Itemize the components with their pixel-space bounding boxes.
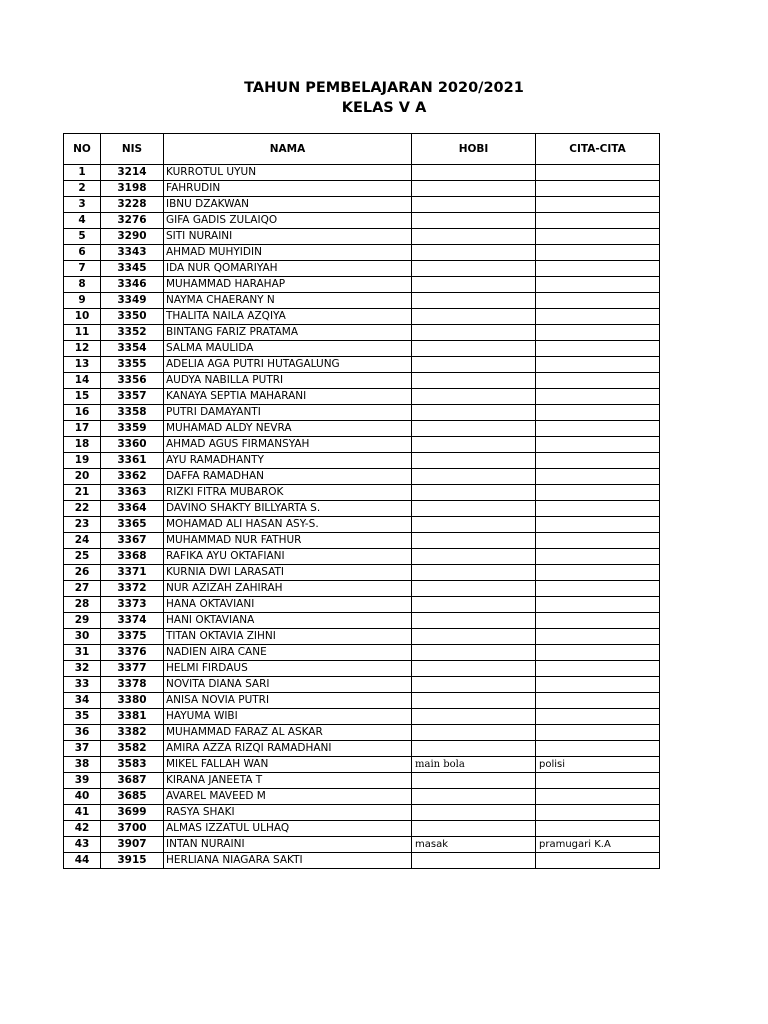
cell-nis: 3368 [101,549,164,565]
cell-cita-cita [536,533,660,549]
table-row [64,789,660,805]
cell-cita-cita [536,165,660,181]
cell-hobi [412,629,536,645]
cell-nama: IBNU DZAKWAN [164,197,412,213]
cell-hobi [412,853,536,869]
cell-nama: HAYUMA WIBI [164,709,412,725]
cell-no: 21 [64,485,101,501]
cell-nama: AMIRA AZZA RIZQI RAMADHANI [164,741,412,757]
cell-cita-cita [536,629,660,645]
table-row [64,245,660,261]
cell-cita-cita [536,725,660,741]
cell-cita-cita [536,325,660,341]
cell-no: 10 [64,309,101,325]
table-row [64,501,660,517]
table-row [64,677,660,693]
cell-no: 17 [64,421,101,437]
cell-no: 26 [64,565,101,581]
table-row [64,517,660,533]
cell-hobi [412,293,536,309]
cell-cita-cita [536,485,660,501]
cell-hobi [412,517,536,533]
cell-cita-cita [536,645,660,661]
cell-nis: 3907 [101,837,164,853]
table-row [64,549,660,565]
table-row [64,837,660,853]
table-row [64,581,660,597]
table-row [64,325,660,341]
cell-no: 41 [64,805,101,821]
cell-cita-cita [536,773,660,789]
cell-hobi [412,821,536,837]
cell-hobi [412,773,536,789]
cell-cita-cita: polisi [536,757,660,773]
cell-hobi [412,469,536,485]
header-nis: NIS [101,134,164,165]
cell-cita-cita [536,181,660,197]
cell-nis: 3228 [101,197,164,213]
table-row [64,437,660,453]
cell-nama: KANAYA SEPTIA MAHARANI [164,389,412,405]
cell-nama: SALMA MAULIDA [164,341,412,357]
cell-no: 24 [64,533,101,549]
cell-cita-cita [536,597,660,613]
cell-nama: DAVINO SHAKTY BILLYARTA S. [164,501,412,517]
cell-nama: HELMI FIRDAUS [164,661,412,677]
table-row [64,293,660,309]
table-row [64,213,660,229]
cell-hobi [412,373,536,389]
cell-no: 2 [64,181,101,197]
cell-no: 32 [64,661,101,677]
cell-hobi [412,613,536,629]
cell-no: 35 [64,709,101,725]
cell-nis: 3373 [101,597,164,613]
cell-nis: 3687 [101,773,164,789]
cell-nis: 3343 [101,245,164,261]
cell-cita-cita [536,373,660,389]
cell-hobi [412,661,536,677]
cell-cita-cita [536,469,660,485]
cell-nis: 3700 [101,821,164,837]
cell-hobi [412,261,536,277]
cell-no: 30 [64,629,101,645]
cell-cita-cita [536,437,660,453]
cell-nis: 3583 [101,757,164,773]
cell-nama: RAFIKA AYU OKTAFIANI [164,549,412,565]
cell-nama: NAYMA CHAERANY N [164,293,412,309]
cell-nama: BINTANG FARIZ PRATAMA [164,325,412,341]
table-row [64,645,660,661]
cell-no: 44 [64,853,101,869]
table-row [64,357,660,373]
cell-hobi [412,677,536,693]
cell-hobi [412,533,536,549]
table-row [64,741,660,757]
table-row [64,757,660,773]
table-row [64,405,660,421]
table-row [64,229,660,245]
table-row [64,725,660,741]
header-cita-cita: CITA-CITA [536,134,660,165]
table-row [64,453,660,469]
cell-no: 15 [64,389,101,405]
cell-nis: 3360 [101,437,164,453]
cell-nis: 3357 [101,389,164,405]
table-row [64,533,660,549]
cell-no: 34 [64,693,101,709]
table-row [64,341,660,357]
table-row [64,565,660,581]
table-row [64,805,660,821]
cell-cita-cita [536,661,660,677]
cell-nis: 3214 [101,165,164,181]
cell-nama: IDA NUR QOMARIYAH [164,261,412,277]
cell-no: 4 [64,213,101,229]
cell-no: 40 [64,789,101,805]
table-row [64,309,660,325]
cell-nis: 3365 [101,517,164,533]
cell-cita-cita [536,229,660,245]
cell-hobi [412,789,536,805]
table-row [64,197,660,213]
cell-nama: HANA OKTAVIANI [164,597,412,613]
cell-no: 31 [64,645,101,661]
document-title-block [0,78,768,118]
cell-hobi [412,485,536,501]
cell-nama: MOHAMAD ALI HASAN ASY-S. [164,517,412,533]
cell-nis: 3361 [101,453,164,469]
cell-cita-cita [536,261,660,277]
cell-hobi [412,581,536,597]
cell-nis: 3363 [101,485,164,501]
table-row [64,165,660,181]
cell-hobi [412,709,536,725]
cell-cita-cita: pramugari K.A [536,837,660,853]
cell-nis: 3915 [101,853,164,869]
cell-nama: THALITA NAILA AZQIYA [164,309,412,325]
cell-hobi [412,693,536,709]
cell-cita-cita [536,245,660,261]
cell-nis: 3354 [101,341,164,357]
cell-hobi [412,325,536,341]
cell-nama: AUDYA NABILLA PUTRI [164,373,412,389]
cell-no: 43 [64,837,101,853]
cell-cita-cita [536,613,660,629]
cell-hobi [412,645,536,661]
table-row [64,709,660,725]
cell-nis: 3352 [101,325,164,341]
cell-cita-cita [536,501,660,517]
cell-hobi: masak [412,837,536,853]
cell-nis: 3371 [101,565,164,581]
cell-nis: 3198 [101,181,164,197]
cell-cita-cita [536,197,660,213]
cell-no: 14 [64,373,101,389]
cell-no: 8 [64,277,101,293]
table-row [64,629,660,645]
cell-hobi [412,405,536,421]
cell-nis: 3375 [101,629,164,645]
cell-hobi [412,437,536,453]
cell-hobi [412,389,536,405]
cell-nama: ANISA NOVIA PUTRI [164,693,412,709]
cell-hobi: main bola [412,757,536,773]
cell-nama: MUHAMMAD FARAZ AL ASKAR [164,725,412,741]
cell-nama: HERLIANA NIAGARA SAKTI [164,853,412,869]
cell-nama: MIKEL FALLAH WAN [164,757,412,773]
cell-cita-cita [536,741,660,757]
cell-hobi [412,421,536,437]
table-row [64,421,660,437]
cell-nama: MUHAMAD ALDY NEVRA [164,421,412,437]
cell-no: 3 [64,197,101,213]
cell-nis: 3367 [101,533,164,549]
cell-no: 27 [64,581,101,597]
cell-nama: RASYA SHAKI [164,805,412,821]
cell-no: 7 [64,261,101,277]
cell-nis: 3349 [101,293,164,309]
cell-nis: 3582 [101,741,164,757]
cell-hobi [412,229,536,245]
cell-nama: MUHAMMAD HARAHAP [164,277,412,293]
cell-no: 29 [64,613,101,629]
cell-cita-cita [536,453,660,469]
cell-nis: 3372 [101,581,164,597]
cell-nis: 3359 [101,421,164,437]
cell-cita-cita [536,821,660,837]
cell-nama: MUHAMMAD NUR FATHUR [164,533,412,549]
cell-nama: RIZKI FITRA MUBAROK [164,485,412,501]
cell-nama: ALMAS IZZATUL ULHAQ [164,821,412,837]
table-row [64,181,660,197]
title-class: KELAS V A [341,100,427,116]
title-year: TAHUN PEMBELAJARAN 2020/2021 [244,80,524,96]
cell-cita-cita [536,389,660,405]
cell-no: 22 [64,501,101,517]
cell-nis: 3380 [101,693,164,709]
student-table [63,133,660,869]
cell-nama: SITI NURAINI [164,229,412,245]
table-row [64,661,660,677]
cell-cita-cita [536,581,660,597]
cell-hobi [412,341,536,357]
cell-no: 33 [64,677,101,693]
cell-cita-cita [536,709,660,725]
cell-cita-cita [536,565,660,581]
table-row [64,373,660,389]
cell-hobi [412,453,536,469]
cell-nis: 3376 [101,645,164,661]
cell-hobi [412,197,536,213]
cell-hobi [412,309,536,325]
cell-no: 25 [64,549,101,565]
cell-no: 11 [64,325,101,341]
table-row [64,821,660,837]
cell-nama: ADELIA AGA PUTRI HUTAGALUNG [164,357,412,373]
cell-nama: AYU RAMADHANTY [164,453,412,469]
cell-hobi [412,213,536,229]
cell-cita-cita [536,213,660,229]
cell-nama: AVAREL MAVEED M [164,789,412,805]
cell-cita-cita [536,309,660,325]
cell-hobi [412,181,536,197]
cell-no: 28 [64,597,101,613]
cell-hobi [412,565,536,581]
cell-nama: NUR AZIZAH ZAHIRAH [164,581,412,597]
cell-nama: KIRANA JANEETA T [164,773,412,789]
table-row [64,485,660,501]
cell-no: 16 [64,405,101,421]
cell-no: 9 [64,293,101,309]
cell-no: 1 [64,165,101,181]
cell-cita-cita [536,789,660,805]
cell-nama: TITAN OKTAVIA ZIHNI [164,629,412,645]
table-row [64,469,660,485]
cell-nis: 3355 [101,357,164,373]
cell-cita-cita [536,357,660,373]
cell-hobi [412,357,536,373]
cell-nama: GIFA GADIS ZULAIQO [164,213,412,229]
table-row [64,773,660,789]
cell-hobi [412,725,536,741]
cell-cita-cita [536,341,660,357]
cell-cita-cita [536,805,660,821]
cell-nama: NOVITA DIANA SARI [164,677,412,693]
cell-no: 12 [64,341,101,357]
header-hobi: HOBI [412,134,536,165]
table-row [64,613,660,629]
cell-nis: 3346 [101,277,164,293]
table-row [64,277,660,293]
cell-cita-cita [536,693,660,709]
cell-hobi [412,245,536,261]
cell-hobi [412,597,536,613]
cell-nama: FAHRUDIN [164,181,412,197]
cell-cita-cita [536,677,660,693]
cell-no: 13 [64,357,101,373]
cell-hobi [412,501,536,517]
cell-nis: 3377 [101,661,164,677]
cell-cita-cita [536,405,660,421]
cell-nama: PUTRI DAMAYANTI [164,405,412,421]
cell-cita-cita [536,517,660,533]
cell-nis: 3699 [101,805,164,821]
table-row [64,597,660,613]
cell-nis: 3356 [101,373,164,389]
cell-no: 23 [64,517,101,533]
cell-nama: DAFFA RAMADHAN [164,469,412,485]
cell-nis: 3374 [101,613,164,629]
cell-nis: 3290 [101,229,164,245]
cell-hobi [412,805,536,821]
cell-nama: KURNIA DWI LARASATI [164,565,412,581]
cell-nis: 3362 [101,469,164,485]
cell-no: 6 [64,245,101,261]
table-row [64,853,660,869]
cell-no: 20 [64,469,101,485]
cell-nis: 3276 [101,213,164,229]
cell-hobi [412,277,536,293]
cell-no: 19 [64,453,101,469]
cell-no: 39 [64,773,101,789]
cell-cita-cita [536,293,660,309]
header-no: NO [64,134,101,165]
cell-cita-cita [536,421,660,437]
cell-no: 42 [64,821,101,837]
cell-hobi [412,165,536,181]
cell-nis: 3382 [101,725,164,741]
cell-nama: NADIEN AIRA CANE [164,645,412,661]
cell-cita-cita [536,853,660,869]
cell-nis: 3381 [101,709,164,725]
header-nama: NAMA [164,134,412,165]
table-body [64,165,660,869]
table-row [64,693,660,709]
table-row [64,389,660,405]
cell-no: 18 [64,437,101,453]
cell-nama: KURROTUL UYUN [164,165,412,181]
cell-nama: HANI OKTAVIANA [164,613,412,629]
cell-nis: 3378 [101,677,164,693]
cell-nama: AHMAD AGUS FIRMANSYAH [164,437,412,453]
cell-cita-cita [536,549,660,565]
cell-cita-cita [536,277,660,293]
cell-nis: 3358 [101,405,164,421]
cell-nis: 3345 [101,261,164,277]
cell-nama: INTAN NURAINI [164,837,412,853]
table-row [64,261,660,277]
cell-nama: AHMAD MUHYIDIN [164,245,412,261]
cell-no: 36 [64,725,101,741]
cell-no: 37 [64,741,101,757]
cell-nis: 3685 [101,789,164,805]
cell-nis: 3364 [101,501,164,517]
table-header-row [64,134,660,165]
cell-no: 5 [64,229,101,245]
cell-hobi [412,741,536,757]
cell-nis: 3350 [101,309,164,325]
cell-hobi [412,549,536,565]
cell-no: 38 [64,757,101,773]
